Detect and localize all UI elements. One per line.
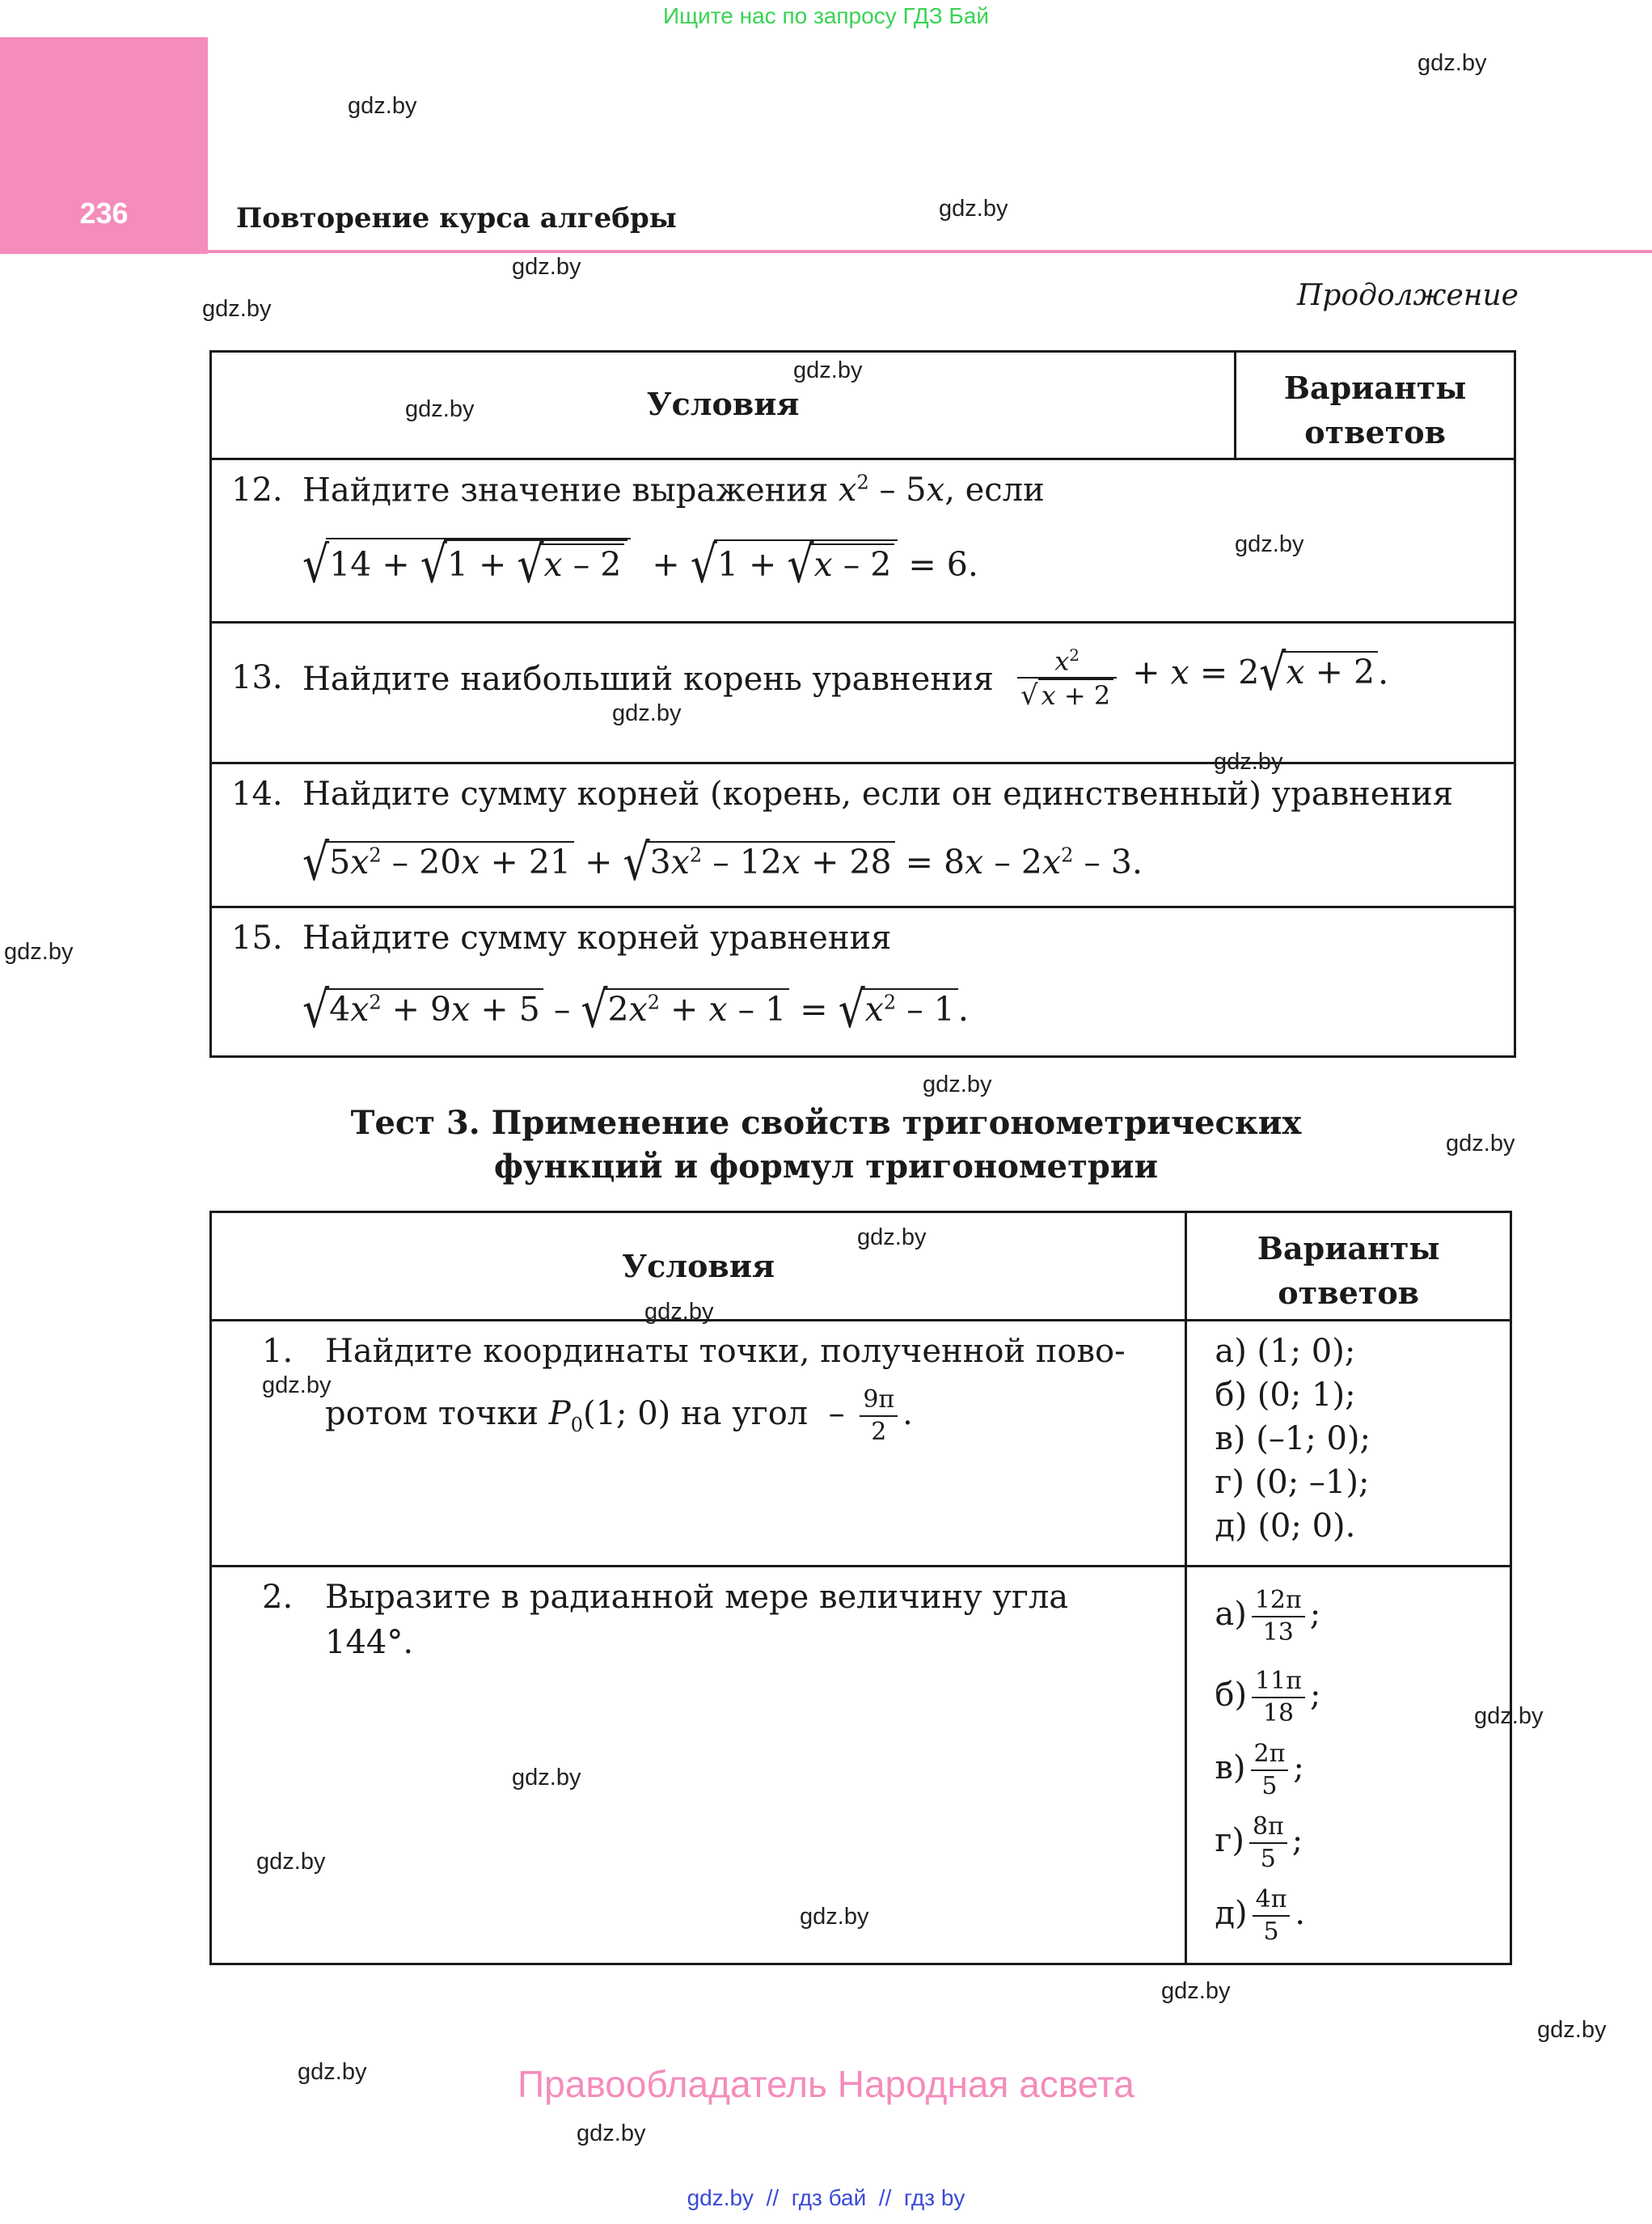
- table2-header-answers: Варианты ответов: [1186, 1212, 1511, 1321]
- task-14-equation: $√5x^2 - 20x + 21 + √3x^2 - 12x + 28 = 8x - 2x^2 - 3$.: [302, 834, 1143, 892]
- task-13-equation: $\frac{x^2}{√ x + 2}$ + x = 2√x + 2.: [1012, 640, 1388, 711]
- watermark: gdz.by: [1214, 749, 1283, 775]
- watermark: gdz.by: [1161, 1978, 1231, 2004]
- header-divider: [208, 250, 1652, 253]
- page-number: 236: [79, 197, 129, 230]
- running-head: Повторение курса алгебры: [236, 202, 677, 235]
- task-12-equation: √14 + √1 + √x – 2 + √1 + √x – 2 = 6.: [302, 536, 978, 594]
- task-13-text: Найдите наибольший корень уравнения: [302, 661, 994, 698]
- task-15-equation: $√4x^2 + 9x + 5 - √2x^2 + x - 1 = √x^2 - 1$.: [302, 981, 969, 1039]
- watermark: gdz.by: [1474, 1703, 1544, 1729]
- top-banner: Ищите нас по запросу ГДЗ Бай: [662, 3, 990, 28]
- t3-task-1-line2: ротом точки: [325, 1395, 539, 1432]
- watermark: gdz.by: [405, 396, 475, 422]
- task-13: 13. Найдите наибольший корень уравнения $\frac{x^2}{√ x + 2}$ + x = 2√x + 2.: [211, 623, 1515, 763]
- watermark: gdz.by: [348, 93, 417, 119]
- t3-task-1-line1: Найдите координаты точки, полученной пово-: [325, 1333, 1126, 1370]
- table1-header-answers: Варианты ответов: [1236, 352, 1515, 459]
- answer-c: в) (–1; 0);: [1215, 1420, 1371, 1457]
- watermark: gdz.by: [202, 296, 272, 322]
- watermark: gdz.by: [923, 1072, 992, 1097]
- watermark: gdz.by: [577, 2120, 646, 2146]
- tasks-table-1: [209, 350, 1516, 1058]
- t3-task-2-answers: [1186, 1567, 1511, 1964]
- task-12: 12. Найдите значение выражения $x^2 - 5x$, если √14 + √1 + √x – 2 + √1 + √x – 2 = 6.: [211, 459, 1515, 623]
- answer-a: а) $\frac{12\pi}{13}$ ;: [1215, 1586, 1321, 1647]
- watermark: gdz.by: [800, 1904, 869, 1930]
- answer-e: д) (0; 0).: [1215, 1507, 1356, 1545]
- watermark: gdz.by: [298, 2059, 367, 2085]
- answer-d: г) $\frac{8\pi}{5}$ ;: [1215, 1812, 1303, 1873]
- task-14: 14. Найдите сумму корней (корень, если он единственный) уравнения $√5x^2 - 20x + 21 + √3x^2 - 12x + 28 = 8x - 2x^2 - 3$.: [211, 763, 1515, 907]
- answer-a: а) (1; 0);: [1215, 1333, 1356, 1370]
- section-title: Тест 3. Применение свойств тригонометрических функций и формул тригонометрии: [350, 1104, 1302, 1186]
- watermark: gdz.by: [612, 700, 682, 726]
- footer-links[interactable]: gdz.by // гдз бай // гдз by: [687, 2185, 965, 2210]
- t3-task-1-answers: [1186, 1321, 1511, 1567]
- watermark: gdz.by: [1418, 50, 1487, 76]
- t3-task-1: 1. Найдите координаты точки, полученной пово- ротом точки $P_0(1$; 0) на угол – $\frac{9\pi}{2}$ .: [211, 1321, 1186, 1567]
- answer-e: д) $\frac{4\pi}{5}$ .: [1215, 1885, 1306, 1946]
- table2-header-conditions: Условия: [211, 1212, 1186, 1321]
- answer-b: б) $\frac{11\pi}{18}$ ;: [1215, 1667, 1321, 1727]
- watermark: gdz.by: [857, 1224, 927, 1250]
- watermark: gdz.by: [939, 196, 1008, 222]
- watermark: gdz.by: [1537, 2017, 1607, 2043]
- watermark: gdz.by: [793, 357, 863, 383]
- t3-task-2-line2: 144°.: [325, 1624, 414, 1661]
- watermark: gdz.by: [1446, 1131, 1515, 1156]
- task-15-text: Найдите сумму корней уравнения: [302, 920, 892, 957]
- watermark: gdz.by: [4, 939, 74, 965]
- watermark: gdz.by: [262, 1372, 332, 1398]
- task-15: 15. Найдите сумму корней уравнения $√4x^2 + 9x + 5 - √2x^2 + x - 1 = √x^2 - 1$.: [211, 907, 1515, 1057]
- watermark: gdz.by: [644, 1299, 714, 1325]
- task-12-text: Найдите значение выражения: [302, 471, 829, 509]
- table1-header-conditions: Условия: [211, 352, 1236, 459]
- continuation-label: Продолжение: [1297, 279, 1519, 312]
- watermark: gdz.by: [512, 254, 581, 280]
- answer-b: б) (0; 1);: [1215, 1376, 1356, 1414]
- tasks-table-2: [209, 1211, 1512, 1965]
- t3-task-2-line1: Выразите в радианной мере величину угла: [325, 1579, 1069, 1616]
- answer-c: в) $\frac{2\pi}{5}$ ;: [1215, 1740, 1304, 1800]
- watermark: gdz.by: [256, 1849, 326, 1875]
- t3-task-2: 2. Выразите в радианной мере величину угла 144°.: [211, 1567, 1186, 1964]
- watermark: gdz.by: [1235, 531, 1304, 557]
- copyright-notice: Правообладатель Народная асвета: [518, 2063, 1134, 2105]
- watermark: gdz.by: [512, 1765, 581, 1791]
- task-14-text: Найдите сумму корней (корень, если он единственный) уравнения: [302, 776, 1454, 813]
- t3-task-1-math: $P_0(1$; 0) на угол – $\frac{9\pi}{2}$ .: [548, 1385, 913, 1446]
- answer-d: г) (0; –1);: [1215, 1464, 1370, 1501]
